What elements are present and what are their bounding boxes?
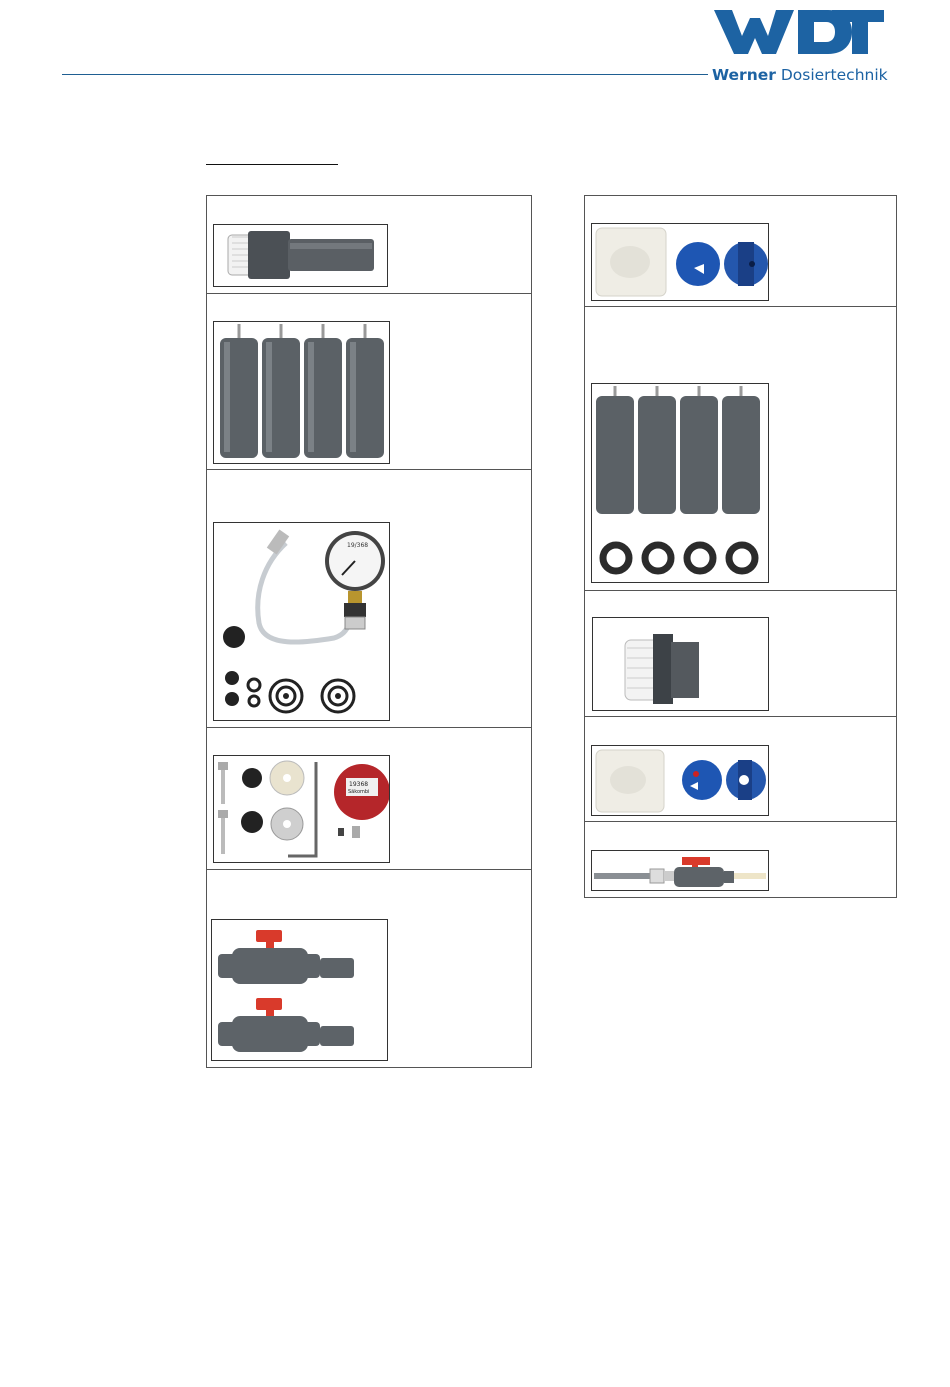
cylinder-weights-photo bbox=[213, 321, 390, 464]
adapter-fitting-photo bbox=[213, 224, 388, 287]
svg-text:Säkombi: Säkombi bbox=[348, 789, 370, 795]
header-divider bbox=[62, 74, 708, 75]
brand-name: Werner Dosiertechnik bbox=[712, 66, 888, 84]
pressure-gauge-kit-photo bbox=[213, 522, 390, 721]
svg-text:19368: 19368 bbox=[349, 781, 369, 788]
section-heading-underline bbox=[206, 164, 338, 165]
hose-with-valve-photo bbox=[591, 850, 769, 891]
ball-valve-set-photo bbox=[211, 919, 388, 1061]
cover-caps-set-2-photo bbox=[591, 745, 769, 816]
svg-text:19/368: 19/368 bbox=[347, 542, 369, 549]
wdt-logo bbox=[712, 6, 886, 58]
screw-mounting-kit-photo bbox=[213, 755, 390, 863]
threaded-adapter-photo bbox=[592, 617, 769, 711]
cover-caps-set-photo bbox=[591, 223, 769, 301]
cylinder-weights-with-rings-photo bbox=[591, 383, 769, 583]
